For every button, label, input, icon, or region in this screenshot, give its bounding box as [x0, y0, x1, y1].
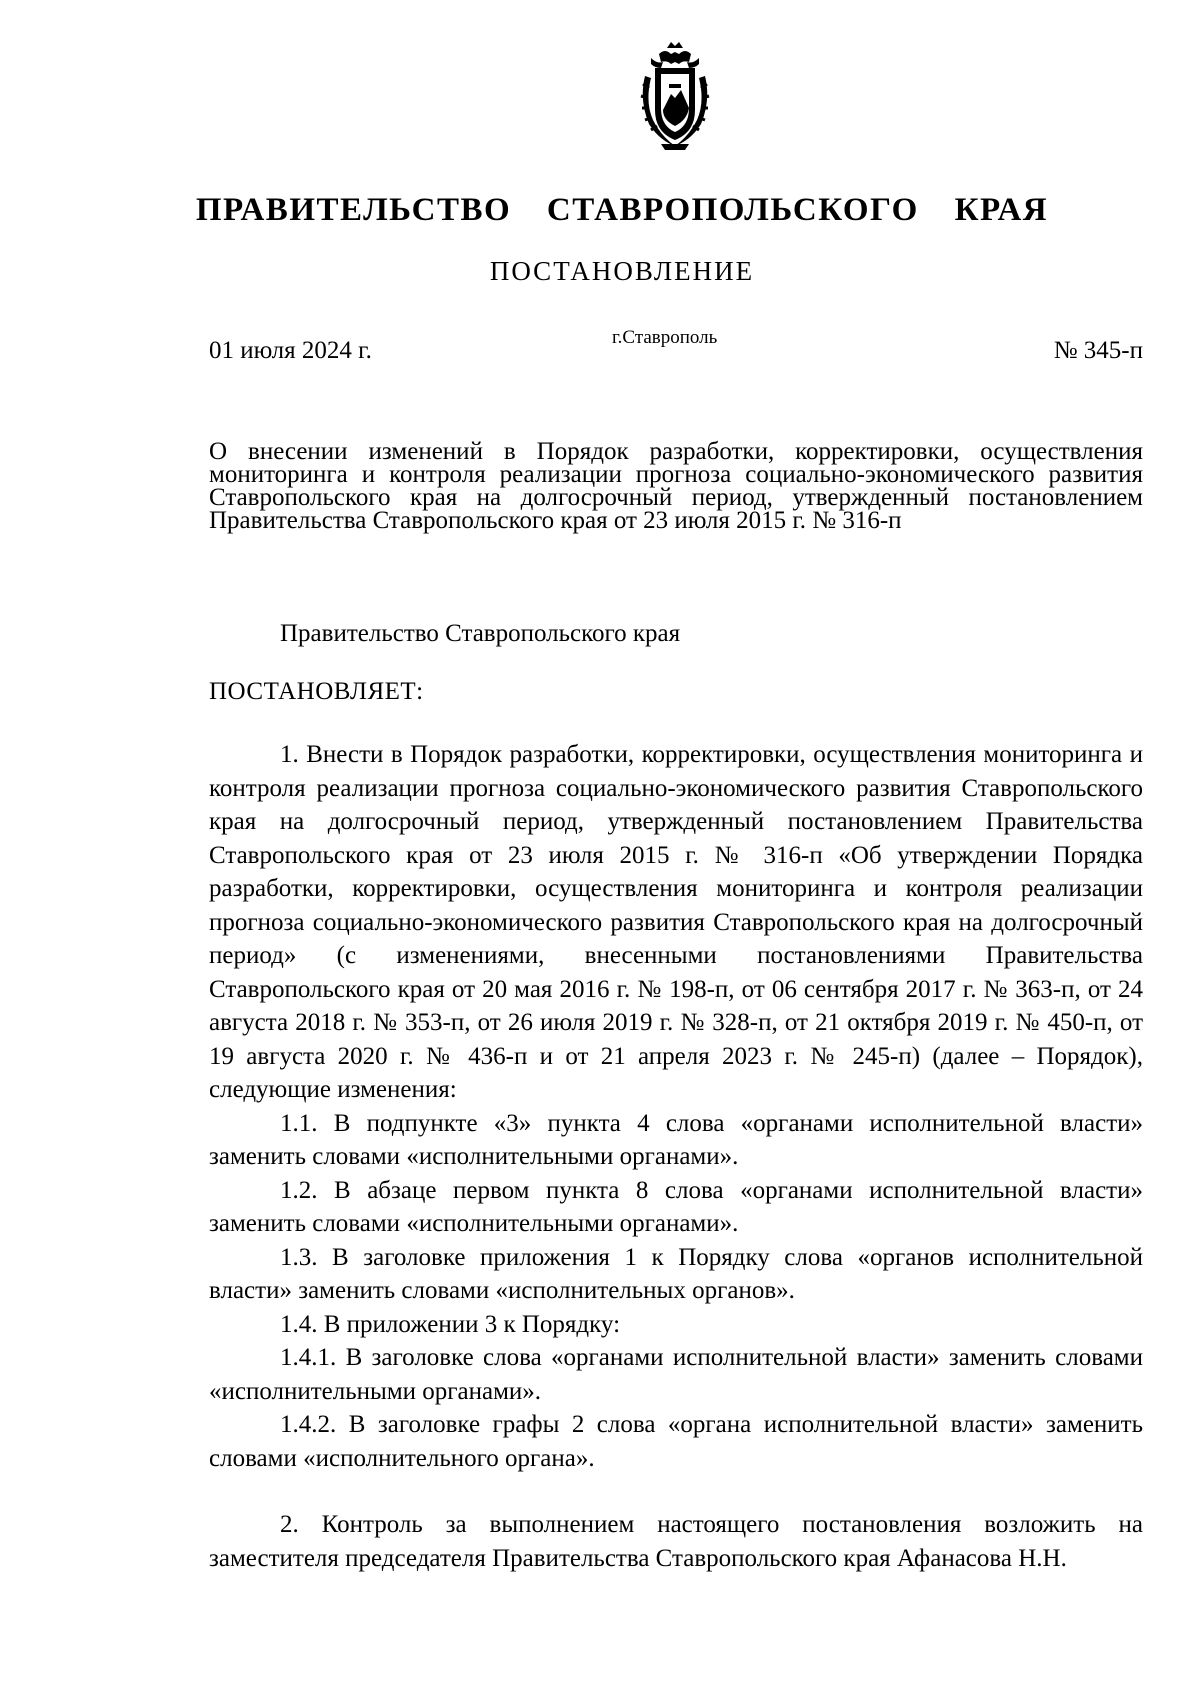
document-type: ПОСТАНОВЛЕНИЕ: [489, 256, 755, 286]
preamble: Правительство Ставропольского края: [280, 620, 681, 647]
government-title: ПРАВИТЕЛЬСТВО СТАВРОПОЛЬСКОГО КРАЯ: [195, 192, 1049, 228]
document-body: [209, 738, 1143, 1575]
paragraph-1-4-2: 1.4.2. В заголовке графы 2 слова «органа исполнительной власти» заменить словами «исполнительного органа».: [209, 1411, 1143, 1472]
resolves-heading: ПОСТАНОВЛЯЕТ:: [209, 678, 424, 705]
document-city: г.Ставрополь: [612, 327, 718, 348]
coat-of-arms-icon: [631, 40, 719, 152]
paragraph-1: 1. Внести в Порядок разработки, корректировки, осуществления мониторинга и контроля реализации прогноза социально-экономического развития Ставропольского края на долгосрочный период, утвержденный постановлением Правительства Ставропольского края от 23 июля 2015 г. № 316-п «Об утверждении Порядка разработки, корректировки, осуществления мониторинга и контроля реализации прогноза социально-экономического развития Ставропольского края на долгосрочный период» (с изменениями, внесенными постановлениями Правительства Ставропольского края от 20 мая 2016 г. № 198-п, от 06 сентября 2017 г. № 363-п, от 24 августа 2018 г. № 353-п, от 26 июля 2019 г. № 328-п, от 21 октября 2019 г. № 450-п, от 19 августа 2020 г. № 436-п и от 21 апреля 2023 г. № 245-п) (далее – Порядок), следующие изменения:: [209, 741, 1143, 1103]
paragraph-1-4-1: 1.4.1. В заголовке слова «органами исполнительной власти» заменить словами «исполнительными органами».: [209, 1344, 1143, 1405]
paragraph-1-2: 1.2. В абзаце первом пункта 8 слова «органами исполнительной власти» заменить словами «исполнительными органами».: [209, 1176, 1143, 1237]
document-subject: О внесении изменений в Порядок разработки, корректировки, осуществления мониторинга и контроля реализации прогноза социально-экономического развития Ставропольского края на долгосрочный период, утвержденный постановлением Правительства Ставропольского края от 23 июля 2015 г. № 316-п: [209, 438, 1143, 534]
paragraph-2: 2. Контроль за выполнением настоящего постановления возложить на заместителя председателя Правительства Ставропольского края Афанасова Н.Н.: [209, 1511, 1143, 1572]
paragraph-1-1: 1.1. В подпункте «3» пункта 4 слова «органами исполнительной власти» заменить словами «исполнительными органами».: [209, 1109, 1143, 1170]
document-number: № 345-п: [1053, 337, 1143, 364]
paragraph-1-3: 1.3. В заголовке приложения 1 к Порядку слова «органов исполнительной власти» заменить словами «исполнительных органов».: [209, 1243, 1143, 1304]
paragraph-1-4: 1.4. В приложении 3 к Порядку:: [280, 1310, 621, 1338]
document-date: 01 июля 2024 г.: [209, 337, 372, 364]
